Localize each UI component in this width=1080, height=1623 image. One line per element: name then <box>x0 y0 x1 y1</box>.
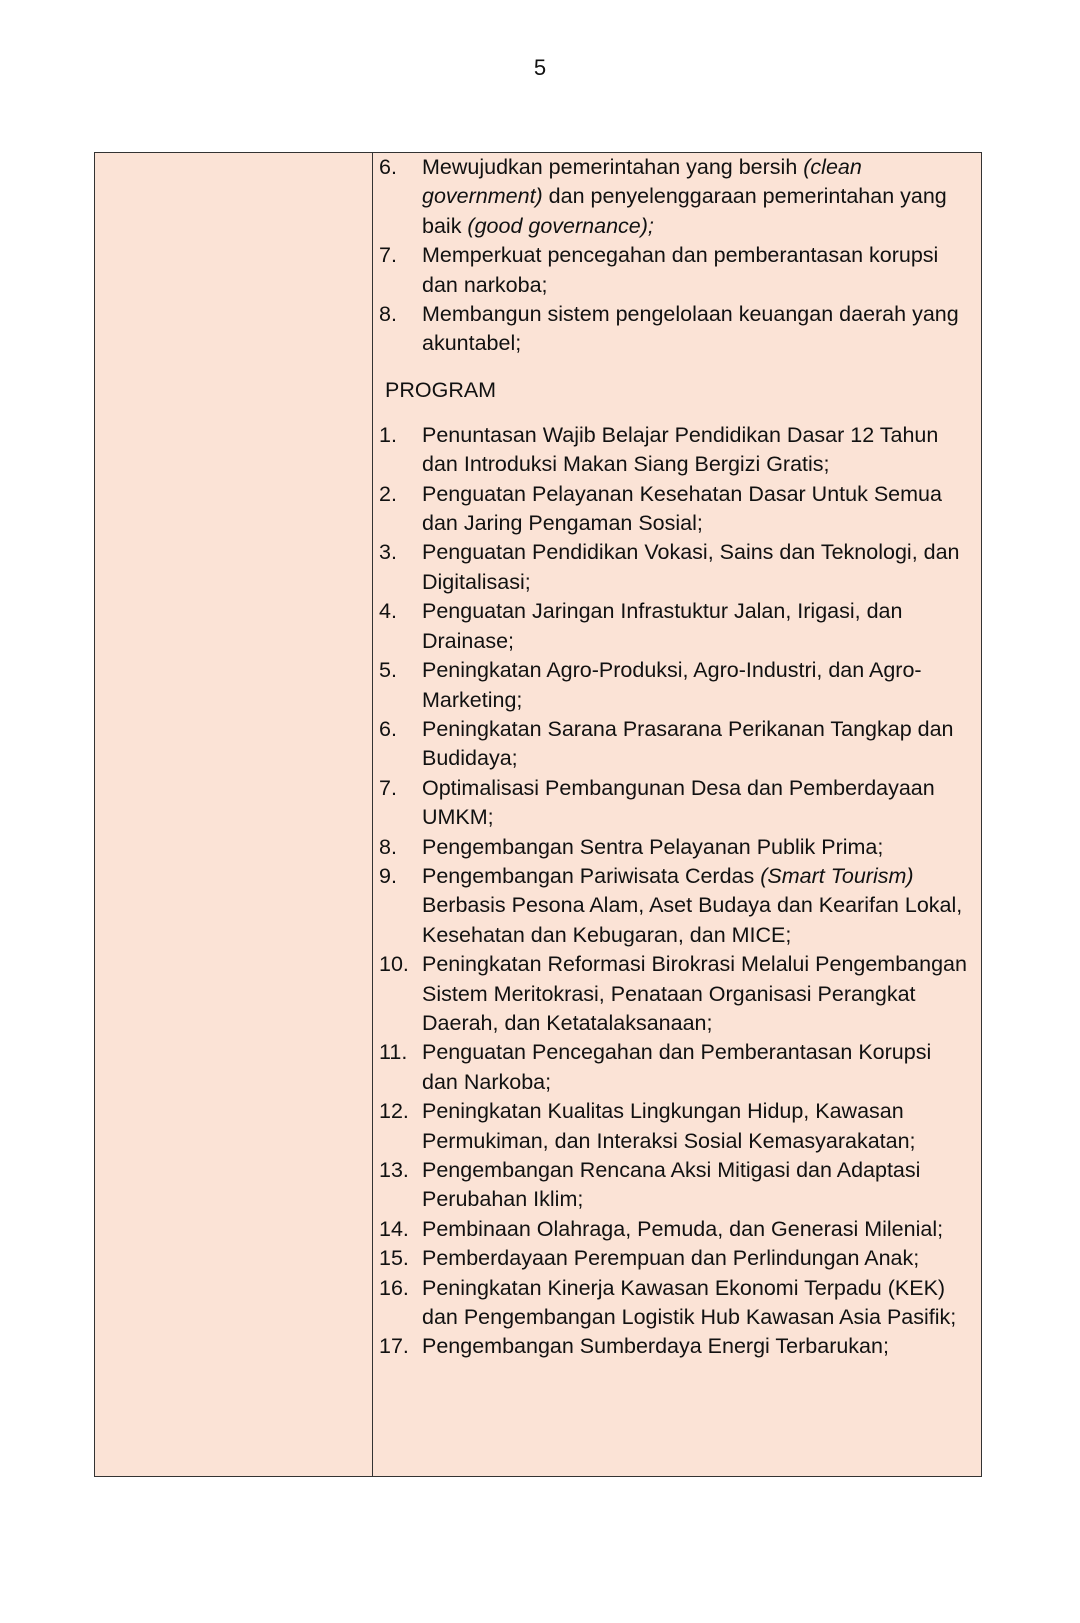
list-item-text: Pengembangan Rencana Aksi Mitigasi dan Adaptasi Perubahan Iklim; <box>422 1158 921 1212</box>
list-item <box>379 1274 973 1333</box>
list-item <box>379 241 973 300</box>
list-item-text: Pembinaan Olahraga, Pemuda, dan Generasi Milenial; <box>422 1216 944 1241</box>
list-item-text: Peningkatan Agro-Produksi, Agro-Industri, dan Agro-Marketing; <box>422 658 922 712</box>
list-item-italic-text: (Smart Tourism) <box>760 863 914 888</box>
list-item-text: Penguatan Pencegahan dan Pemberantasan Korupsi dan Narkoba; <box>422 1040 932 1094</box>
program-list <box>373 421 981 1362</box>
list-item-number: 4. <box>379 599 397 624</box>
list-item-number: 8. <box>379 302 397 327</box>
list-item-number: 16. <box>379 1275 409 1300</box>
list-item-text: Pengembangan Sumberdaya Energi Terbarukan; <box>422 1334 889 1359</box>
program-heading: PROGRAM <box>385 377 497 402</box>
list-item-number: 15. <box>379 1246 409 1271</box>
list-item <box>379 950 973 1038</box>
list-item-text: Peningkatan Sarana Prasarana Perikanan Tangkap dan Budidaya; <box>422 716 954 771</box>
list-item-text: Mewujudkan pemerintahan yang bersih <box>422 155 804 179</box>
list-item <box>379 774 973 833</box>
list-item-italic-text: (clean government) <box>422 155 862 209</box>
list-item <box>379 833 973 862</box>
list-item-number: 7. <box>379 243 397 268</box>
list-item <box>379 300 973 359</box>
list-item <box>379 480 973 539</box>
list-item <box>379 656 973 715</box>
list-item-number: 17. <box>379 1334 409 1359</box>
list-item <box>379 1215 973 1244</box>
table-left-cell <box>95 153 373 1476</box>
list-item-text: Peningkatan Kualitas Lingkungan Hidup, Kawasan Permukiman, dan Interaksi Sosial Kemasyarakatan; <box>422 1099 916 1153</box>
list-item-text: Penuntasan Wajib Belajar Pendidikan Dasar 12 Tahun dan Introduksi Makan Siang Bergizi Gratis; <box>422 422 939 477</box>
list-item-number: 2. <box>379 481 397 506</box>
list-item-number: 1. <box>379 422 397 447</box>
list-item <box>379 1097 973 1156</box>
list-item-number: 13. <box>379 1158 409 1182</box>
content-table <box>94 152 982 1477</box>
list-item-italic-text: (good governance); <box>467 213 654 238</box>
list-item <box>379 862 973 950</box>
list-item-number: 10. <box>379 952 409 977</box>
list-item-text: Pengembangan Pariwisata Cerdas <box>422 863 761 888</box>
list-item-text: Berbasis Pesona Alam, Aset Budaya dan Kearifan Lokal, Kesehatan dan Kebugaran, dan MICE; <box>422 893 963 947</box>
list-item <box>379 1332 973 1361</box>
list-item-text: Peningkatan Kinerja Kawasan Ekonomi Terpadu (KEK) dan Pengembangan Logistik Hub Kawasan Asia Pasifik; <box>422 1275 957 1330</box>
list-item <box>379 715 973 774</box>
list-item-text: Pemberdayaan Perempuan dan Perlindungan Anak; <box>422 1246 920 1271</box>
mission-list <box>373 153 981 359</box>
list-item-text: Penguatan Pelayanan Kesehatan Dasar Untuk Semua dan Jaring Pengaman Sosial; <box>422 481 942 536</box>
list-item-number: 11. <box>379 1040 408 1065</box>
list-item <box>379 1244 973 1273</box>
list-item-number: 5. <box>379 658 397 683</box>
list-item-number: 6. <box>379 155 397 179</box>
list-item <box>379 1156 973 1215</box>
list-item <box>379 538 973 597</box>
list-item-number: 9. <box>379 863 397 888</box>
list-item <box>379 421 973 480</box>
list-item-text: Peningkatan Reformasi Birokrasi Melalui Pengembangan Sistem Meritokrasi, Penataan Organisasi Perangkat Daerah, dan Ketatalaksanaan; <box>422 952 967 1035</box>
page-number: 5 <box>533 55 547 80</box>
list-item-text: Optimalisasi Pembangunan Desa dan Pemberdayaan UMKM; <box>422 775 935 830</box>
list-item <box>379 597 973 656</box>
list-item-number: 14. <box>379 1216 409 1241</box>
list-item-text: Memperkuat pencegahan dan pemberantasan korupsi dan narkoba; <box>422 243 939 297</box>
list-item-number: 8. <box>379 834 397 859</box>
list-item-text: Penguatan Jaringan Infrastuktur Jalan, Irigasi, dan Drainase; <box>422 599 903 653</box>
table-right-cell <box>373 153 981 1476</box>
list-item-number: 7. <box>379 775 397 800</box>
list-item-number: 3. <box>379 540 397 565</box>
list-item-text: Pengembangan Sentra Pelayanan Publik Prima; <box>422 834 884 859</box>
list-item <box>379 153 973 241</box>
list-item-text: Membangun sistem pengelolaan keuangan daerah yang akuntabel; <box>422 302 959 356</box>
list-item-number: 6. <box>379 716 397 741</box>
list-item-text: Penguatan Pendidikan Vokasi, Sains dan Teknologi, dan Digitalisasi; <box>422 540 960 594</box>
list-item <box>379 1038 973 1097</box>
list-item-text: dan penyelenggaraan pemerintahan yang baik <box>422 184 947 238</box>
list-item-number: 12. <box>379 1099 409 1124</box>
